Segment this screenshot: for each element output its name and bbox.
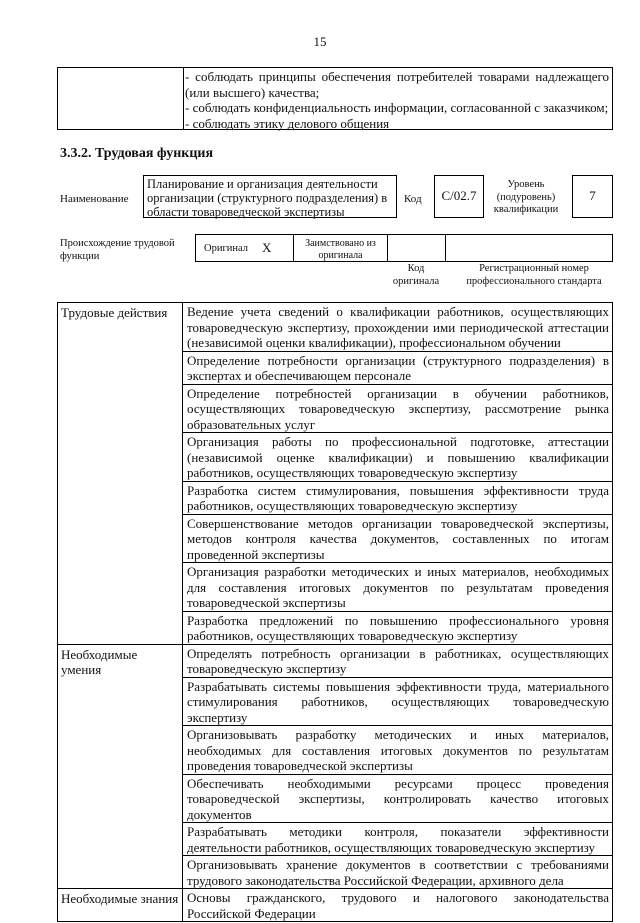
table-row: Обеспечивать необходимыми ресурсами процесс проведения товароведческой экспертизы, контролировать качество итоговых документов xyxy=(183,774,612,823)
continued-content-cell xyxy=(185,69,609,131)
table-row: Определение потребностей организации в обучении работников, осуществляющих товароведческую экспертизу, рассмотрение рынка образовательных услуг xyxy=(183,384,612,433)
borrowed-cell xyxy=(294,235,388,261)
section-title: 3.3.2. Трудовая функция xyxy=(60,146,214,161)
function-table xyxy=(57,302,613,922)
original-label: Оригинал xyxy=(204,243,248,254)
code-value-box: C/02.7 xyxy=(434,175,484,218)
group-required-skills xyxy=(58,644,612,889)
continued-line: - соблюдать конфиденциальность информации, согласованной с заказчиком; xyxy=(185,100,609,115)
table-row: Ведение учета сведений о квалификации работников, осуществляющих товароведческую экспертизу, прохождении ими периодической аттестации (независимой оценки квалификации), профессиональном обучении xyxy=(187,304,609,350)
table-row: Основы гражданского, трудового и налогового законодательства Российской Федерации xyxy=(187,890,609,921)
level-label: Уровень (подуровень) квалификации xyxy=(493,179,559,215)
table-row: Разработка систем стимулирования, повышения эффективности труда работников, осуществляющих товароведческую экспертизу xyxy=(183,481,612,514)
reg-number-caption: Регистрационный номер профессионального стандарта xyxy=(466,263,602,287)
table-row: Организация работы по профессиональной подготовке, аттестации (независимой оценке квалификации) и повышению квалификации работников, осуществляющих товароведческую экспертизу xyxy=(183,432,612,481)
continued-table xyxy=(57,67,613,130)
table-row: Организовывать разработку методических и иных материалов, необходимых для составления итоговых документов по результатам проведения товароведческой экспертизы xyxy=(183,725,612,774)
table-row: Разработка предложений по повышению профессионального уровня работников, осуществляющих товароведческую экспертизу xyxy=(183,611,612,644)
group-labor-actions xyxy=(58,303,612,644)
group-label: Необходимые знания xyxy=(58,889,183,921)
continued-line: - соблюдать этику делового общения xyxy=(185,115,390,131)
origin-table xyxy=(195,234,613,262)
table-row: Совершенствование методов организации товароведческой экспертизы, методов контроля качества документов, составленных по итогам проведенной экспертизы xyxy=(183,514,612,563)
table-row: Определение потребности организации (структурного подразделения) в экспертах и обеспечивающем персонале xyxy=(183,351,612,384)
group-label: Трудовые действия xyxy=(58,303,183,644)
origin-label: Происхождение трудовой функции xyxy=(60,238,175,262)
table-row: Организация разработки методических и иных материалов, необходимых для составления итоговых документов по результатам проведения товароведческой экспертизы xyxy=(183,562,612,611)
original-code-caption: Код оригинала xyxy=(392,263,440,287)
original-mark: X xyxy=(262,240,272,255)
reg-number-cell xyxy=(446,235,612,261)
group-label: Необходимые умения xyxy=(58,645,183,889)
table-row: Организовывать хранение документов в соответствии с требованиями трудового законодательства Российской Федерации, архивного дела xyxy=(183,855,612,888)
level-value-box: 7 xyxy=(572,175,613,218)
original-cell xyxy=(196,235,294,261)
borrowed-label: Заимствовано из оригинала xyxy=(305,238,376,261)
name-label: Наименование xyxy=(60,193,129,205)
continued-label-cell xyxy=(58,68,184,129)
table-row: Разрабатывать системы повышения эффективности труда, материального стимулирования работников, осуществляющих товароведческую экспертизу xyxy=(183,677,612,726)
table-row: Разрабатывать методики контроля, показатели эффективности деятельности работников, осуществляющих товароведческую экспертизу xyxy=(183,822,612,855)
table-row: Определять потребность организации в работниках, осуществляющих товароведческую экспертизу xyxy=(187,645,609,676)
group-required-knowledge xyxy=(58,888,612,921)
code-label: Код xyxy=(404,193,422,205)
page-number: 15 xyxy=(313,34,327,49)
function-name-box: Планирование и организация деятельности организации (структурного подразделения) в области товароведческой экспертизы xyxy=(143,175,397,218)
original-code-cell xyxy=(388,235,446,261)
continued-line: - соблюдать принципы обеспечения потребителей товарами надлежащего (или высшего) качества; xyxy=(185,69,609,100)
